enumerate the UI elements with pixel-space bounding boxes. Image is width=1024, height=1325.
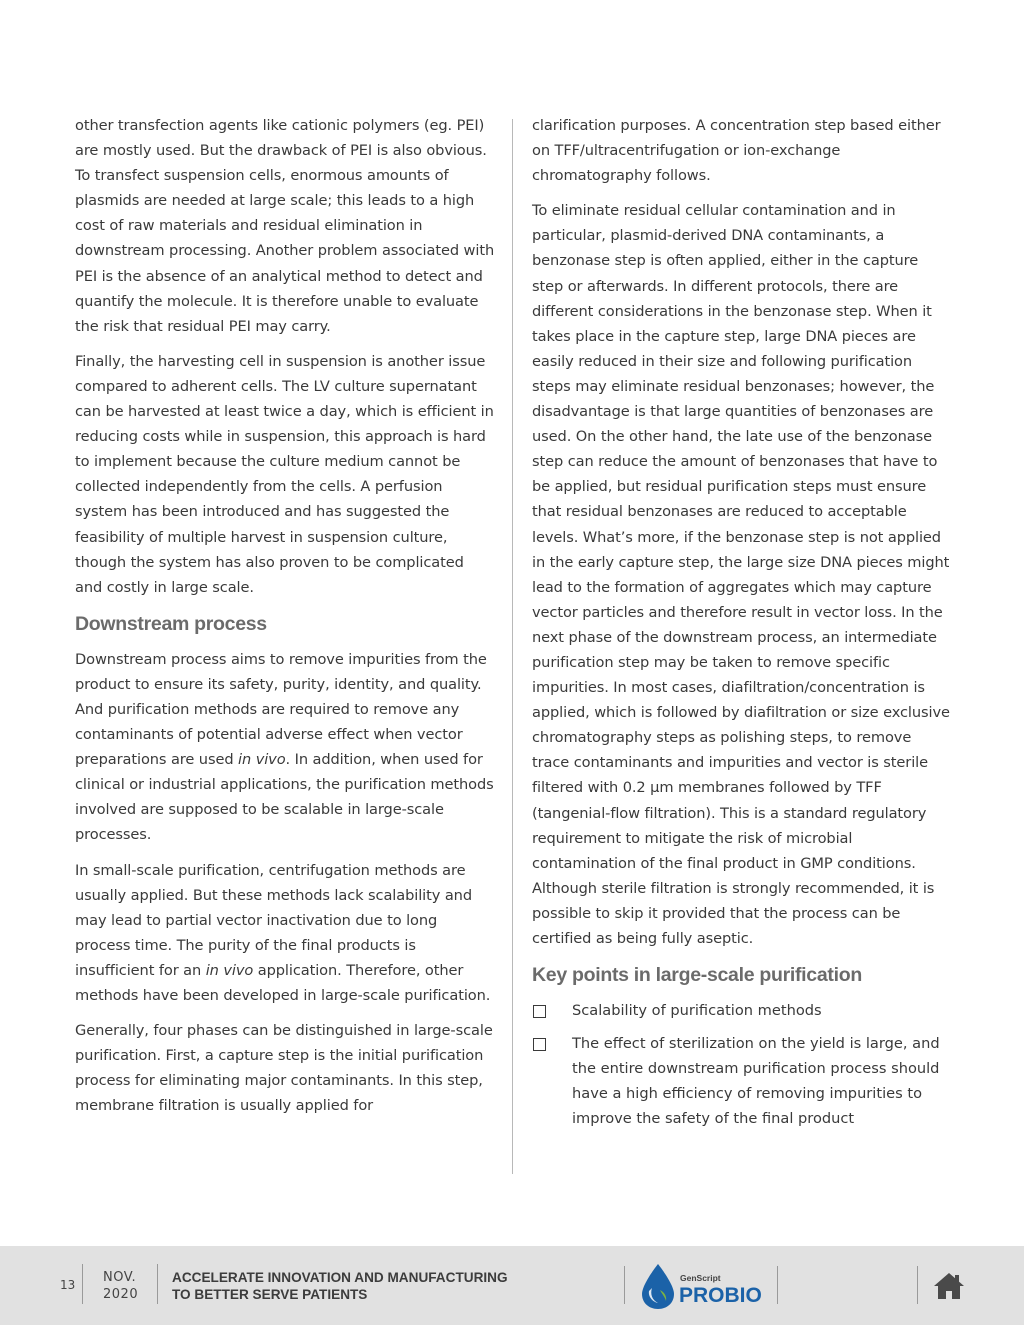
paragraph: clarification purposes. A concentration step based either on TFF/ultracentrifugation or ion-exchange chromatography follows. — [532, 117, 941, 185]
page-number: 13 — [60, 1278, 76, 1292]
section-heading-key-points: Key points in large-scale purification — [532, 964, 862, 987]
column-divider — [512, 119, 513, 1174]
logo-big-text: PROBIO — [679, 1284, 762, 1307]
section-heading-downstream: Downstream process — [75, 612, 267, 635]
paragraph: Finally, the harvesting cell in suspension is another issue compared to adherent cells. The LV culture supernatant can be harvested at least twice a day, which is efficient in reducing costs while in suspension, this approach is hard to implement because the culture medium cannot be collected independently from the cells. A perfusion system has been introduced and has suggested the feasibility of multiple harvest in suspension culture, though the system has also proven to be complicated and costly in large scale. — [75, 352, 494, 596]
footer-divider — [917, 1266, 918, 1304]
paragraph: other transfection agents like cationic polymers (eg. PEI) are mostly used. But the drawback of PEI is also obvious. To transfect suspension cells, enormous amounts of plasmids are needed at large scale; this leads to a high cost of raw materials and residual elimination in downstream processing. Another problem associated with PEI is the absence of an analytical method to detect and quantify the molecule. It is therefore unable to evaluate the risk that residual PEI may carry. — [75, 117, 495, 335]
footer-divider — [82, 1264, 83, 1304]
home-icon[interactable] — [932, 1271, 966, 1301]
footer-divider — [624, 1266, 625, 1304]
paragraph: To eliminate residual cellular contamination and in particular, plasmid-derived DNA contaminants, a benzonase step is often applied, either in the capture step or afterwards. In different protocols, there are different considerations in the benzonase step. When it takes place in the capture step, large DNA pieces are easily reduced in their size and following purification steps may eliminate residual benzonases; however, the disadvantage is that large quantities of benzonases are used. On the other hand, the late use of the benzonase step can reduce the amount of benzonases that have to be applied, but residual purification steps must ensure that residual benzonases are reduced to acceptable levels. What’s more, if the benzonase step is not applied in the early capture step, the large size DNA pieces might lead to the formation of aggregates which may capture vector particles and therefore result in vector loss. In the next phase of the downstream process, an intermediate purification step may be taken to remove specific impurities. In most cases, diafiltration/concentration is applied, which is followed by diafiltration or size exclusive chromatography steps as polishing steps, to remove trace contaminants and impurities and vector is sterile filtered with 0.2 μm membranes followed by TFF (tangenial-flow filtration). This is a standard regulatory requirement to mitigate the risk of microbial contamination of the final product in GMP conditions. Although sterile filtration is strongly recommended, it is possible to skip it provided that the process can be certified as being fully aseptic. — [532, 202, 950, 947]
left-column — [75, 113, 495, 1128]
key-points-list — [532, 998, 950, 1131]
issue-date — [103, 1269, 138, 1303]
checkbox-icon — [533, 1038, 546, 1051]
page-footer — [0, 1246, 1024, 1325]
footer-tagline: ACCELERATE INNOVATION AND MANUFACTURING TO BETTER SERVE PATIENTS — [172, 1270, 508, 1302]
issue-year: 2020 — [103, 1287, 139, 1302]
footer-divider — [777, 1266, 778, 1304]
paragraph: Downstream process aims to remove impurities from the product to ensure its safety, purity, identity, and quality. And purification methods are required to remove any contaminants of potential adverse effect when vector preparations are used in vivo. In addition, when used for clinical or industrial applications, the purification methods involved are supposed to be scalable in large-scale processes. — [75, 650, 494, 844]
list-item: The effect of sterilization on the yield is large, and the entire downstream purification process should have a high efficiency of removing impurities to improve the safety of the final product — [532, 1031, 950, 1131]
genscript-probio-logo[interactable] — [640, 1260, 765, 1312]
drop-icon — [642, 1264, 674, 1309]
right-column — [532, 113, 950, 1140]
logo-small-text: GenScript — [680, 1273, 721, 1283]
issue-month: NOV. — [103, 1270, 137, 1285]
paragraph: Generally, four phases can be distinguished in large-scale purification. First, a capture step is the initial purification process for eliminating major contaminants. In this step, membrane filtration is usually applied for — [75, 1022, 493, 1115]
paragraph: In small-scale purification, centrifugation methods are usually applied. But these methods lack scalability and may lead to partial vector inactivation due to long process time. The purity of the final products is insufficient for an in vivo application. Therefore, other methods have been developed in large-scale purification. — [75, 861, 491, 1004]
checkbox-icon — [533, 1005, 546, 1018]
list-item: Scalability of purification methods — [532, 998, 950, 1023]
footer-divider — [157, 1264, 158, 1304]
